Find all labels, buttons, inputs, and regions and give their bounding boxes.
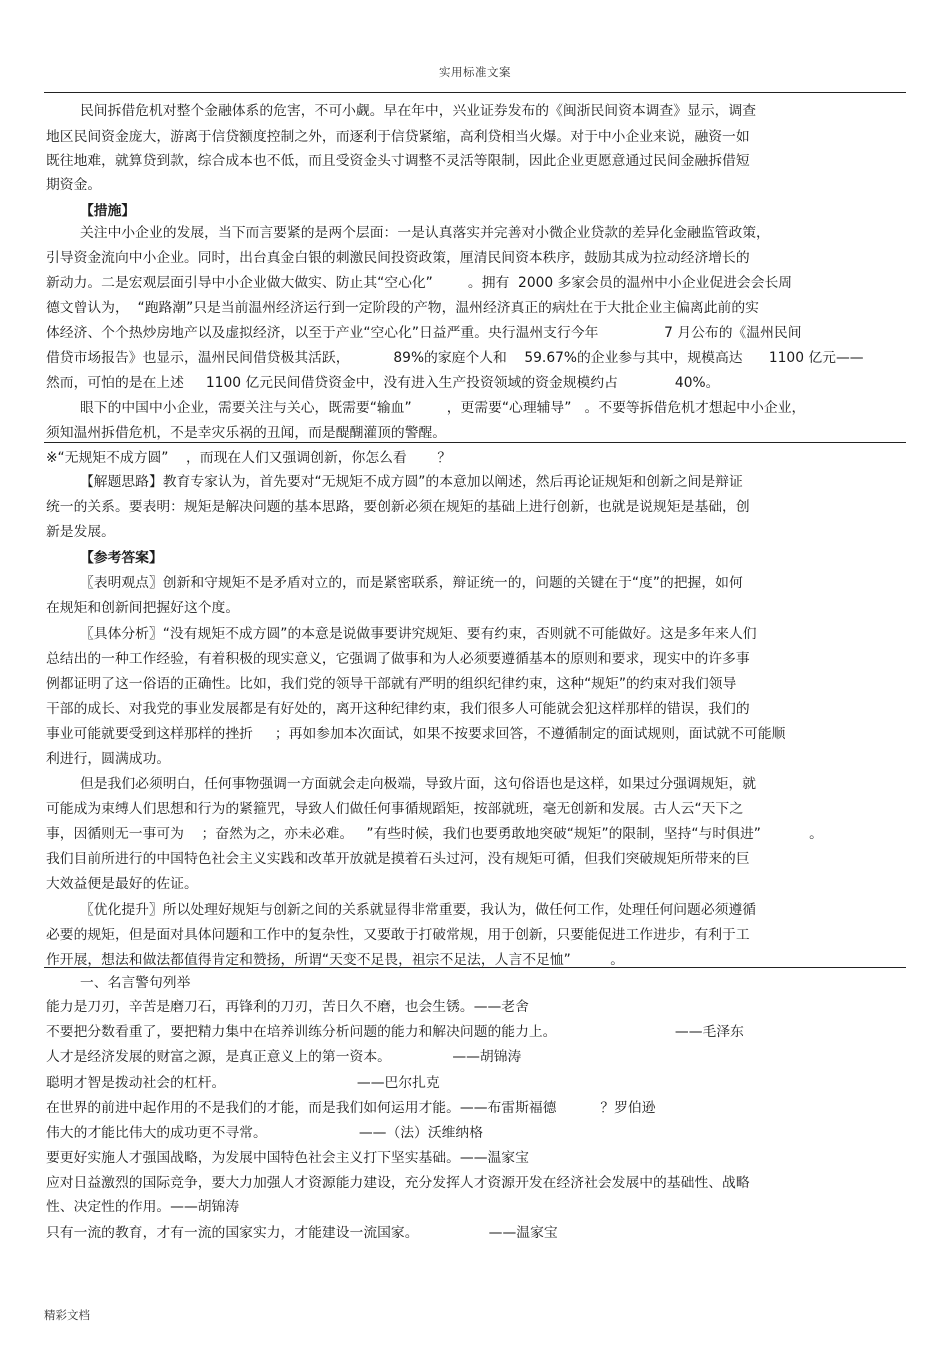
text-line: 德文曾认为， “跑路潮”只是当前温州经济运行到一定阶段的产物，温州经济真正的病灶在于大批企业主偏离此前的实 (46, 300, 759, 316)
text-line: 【措施】 (80, 203, 136, 219)
text-line: 期资金。 (46, 177, 102, 193)
text-line: 利进行，圆满成功。 (46, 751, 171, 767)
text-line: 例都证明了这一俗语的正确性。比如，我们党的领导干部就有严明的组织纪律约束，这种“规矩”的约束对我们领导 (46, 676, 737, 692)
text-line: 〖优化提升〗所以处理好规矩与创新之间的关系就显得非常重要，我认为，做任何工作，处理任何问题必须遵循 (80, 902, 757, 918)
text-line: 总结出的一种工作经验，有着积极的现实意义，它强调了做事和为人必须要遵循基本的原则和要求，现实中的许多事 (46, 651, 750, 667)
text-line: 地区民间资金庞大，游离于信贷额度控制之外，而逐利于信贷紧缩，高利贷相当火爆。对于中小企业来说，融资一如 (46, 129, 750, 145)
text-line: 眼下的中国中小企业，需要关注与关心，既需要“输血” ，更需要“心理辅导” 。不要等拆借危机才想起中小企业， (80, 400, 806, 416)
text-line: 要更好实施人才强国战略，为发展中国特色社会主义打下坚实基础。——温家宝 (46, 1150, 529, 1166)
text-line: 民间拆借危机对整个金融体系的危害，不可小觑。早在年中，兴业证券发布的《闽浙民间资本调查》显示，调查 (80, 103, 757, 119)
text-line: 新是发展。 (46, 524, 115, 540)
text-line: 一、名言警句列举 (80, 975, 191, 991)
text-line: 【解题思路】教育专家认为，首先要对“无规矩不成方圆”的本意加以阐述，然后再论证规矩和创新之间是辩证 (80, 474, 743, 490)
text-line: 关注中小企业的发展，当下而言要紧的是两个层面：一是认真落实并完善对小微企业贷款的差异化金融监管政策， (80, 225, 770, 241)
header-rule (44, 92, 906, 93)
text-line: 既往地难，就算贷到款，综合成本也不低，而且受资金头寸调整不灵活等限制，因此企业更愿意通过民间金融拆借短 (46, 153, 750, 169)
text-line: 能力是刀刃，辛苦是磨刀石，再锋利的刀刃，苦日久不磨，也会生锈。——老舍 (46, 999, 529, 1015)
text-line: 在世界的前进中起作用的不是我们的才能，而是我们如何运用才能。——布雷斯福德 ？罗伯逊 (46, 1100, 656, 1116)
text-line: 不要把分数看重了，要把精力集中在培养训练分析问题的能力和解决问题的能力上。 ——毛泽东 (46, 1024, 744, 1040)
text-line: 干部的成长、对我党的事业发展都是有好处的，离开这种纪律约束，我们很多人可能就会犯这样那样的错误，我们的 (46, 701, 750, 717)
text-line: 大效益便是最好的佐证。 (46, 876, 198, 892)
text-line: 人才是经济发展的财富之源，是真正意义上的第一资本。 ——胡锦涛 (46, 1049, 522, 1065)
text-line: 〖具体分析〗“没有规矩不成方圆”的本意是说做事要讲究规矩、要有约束，否则就不可能做好。这是多年来人们 (80, 626, 757, 642)
text-line: 〖表明观点〗创新和守规矩不是矛盾对立的，而是紧密联系，辩证统一的，问题的关键在于“度”的把握，如何 (80, 575, 743, 591)
text-line: 作开展，想法和做法都值得肯定和赞扬，所谓“天变不足畏，祖宗不足法，人言不足恤” 。 (46, 952, 625, 968)
text-line: 应对日益激烈的国际竞争，要大力加强人才资源能力建设，充分发挥人才资源开发在经济社会发展中的基础性、战略 (46, 1175, 750, 1191)
text-line: 统一的关系。要表明：规矩是解决问题的基本思路，要创新必须在规矩的基础上进行创新，也就是说规矩是基础，创 (46, 499, 750, 515)
text-line: ※“无规矩不成方圆” ，而现在人们又强调创新，你怎么看 ？ (46, 450, 452, 466)
text-line: 必要的规矩，但是面对具体问题和工作中的复杂性，又要敢于打破常规，用于创新，只要能促进工作进步，有利于工 (46, 927, 750, 943)
text-line: 事，因循则无一事可为 ；奋然为之，亦未必难。 ”有些时候，我们也要勇敢地突破“规矩”的限制，坚持“与时俱进” 。 (46, 826, 823, 842)
text-line: 聪明才智是拨动社会的杠杆。 ——巴尔扎克 (46, 1075, 440, 1091)
text-line: 我们目前所进行的中国特色社会主义实践和改革开放就是摸着石头过河，没有规矩可循，但我们突破规矩所带来的巨 (46, 851, 750, 867)
text-line: 可能成为束缚人们思想和行为的紧箍咒，导致人们做任何事循规蹈矩，按部就班，毫无创新和发展。古人云“天下之 (46, 801, 743, 817)
text-line: 伟大的才能比伟大的成功更不寻常。 ——（法）沃维纳格 (46, 1125, 484, 1141)
page-header: 实用标准文案 (439, 65, 511, 79)
text-line: 新动力。二是宏观层面引导中小企业做大做实、防止其“空心化” 。拥有 2000 多家会员的温州中小企业促进会会长周 (46, 275, 793, 291)
text-line: 性、决定性的作用。——胡锦涛 (46, 1199, 240, 1215)
page-footer: 精彩文档 (44, 1308, 90, 1322)
text-line: 体经济、个个热炒房地产以及虚拟经济，以至于产业“空心化”日益严重。央行温州支行今年 7 月公布的《温州民间 (46, 325, 802, 341)
text-line: 在规矩和创新间把握好这个度。 (46, 600, 240, 616)
text-line: 只有一流的教育，才有一流的国家实力，才能建设一流国家。 ——温家宝 (46, 1225, 558, 1241)
text-line: 然而，可怕的是在上述 1100 亿元民间借贷资金中，没有进入生产投资领域的资金规模约占 40%。 (46, 375, 720, 391)
text-line: 事业可能就要受到这样那样的挫折 ；再如参加本次面试，如果不按要求回答，不遵循制定的面试规则，面试就不可能顺 (46, 726, 786, 742)
text-line: 【参考答案】 (80, 550, 163, 566)
text-line: 借贷市场报告》也显示，温州民间借贷极其活跃， 89%的家庭个人和 59.67%的企业参与其中，规模高达 1100 亿元—— (46, 350, 864, 366)
text-line: 但是我们必须明白，任何事物强调一方面就会走向极端，导致片面，这句俗语也是这样，如果过分强调规矩，就 (80, 776, 757, 792)
text-line: 引导资金流向中小企业。同时，出台真金白银的刺激民间投资政策，厘清民间资本秩序，鼓励其成为拉动经济增长的 (46, 250, 750, 266)
text-line: 须知温州拆借危机，不是幸灾乐祸的丑闻，而是醍醐灌顶的警醒。 (46, 425, 447, 441)
